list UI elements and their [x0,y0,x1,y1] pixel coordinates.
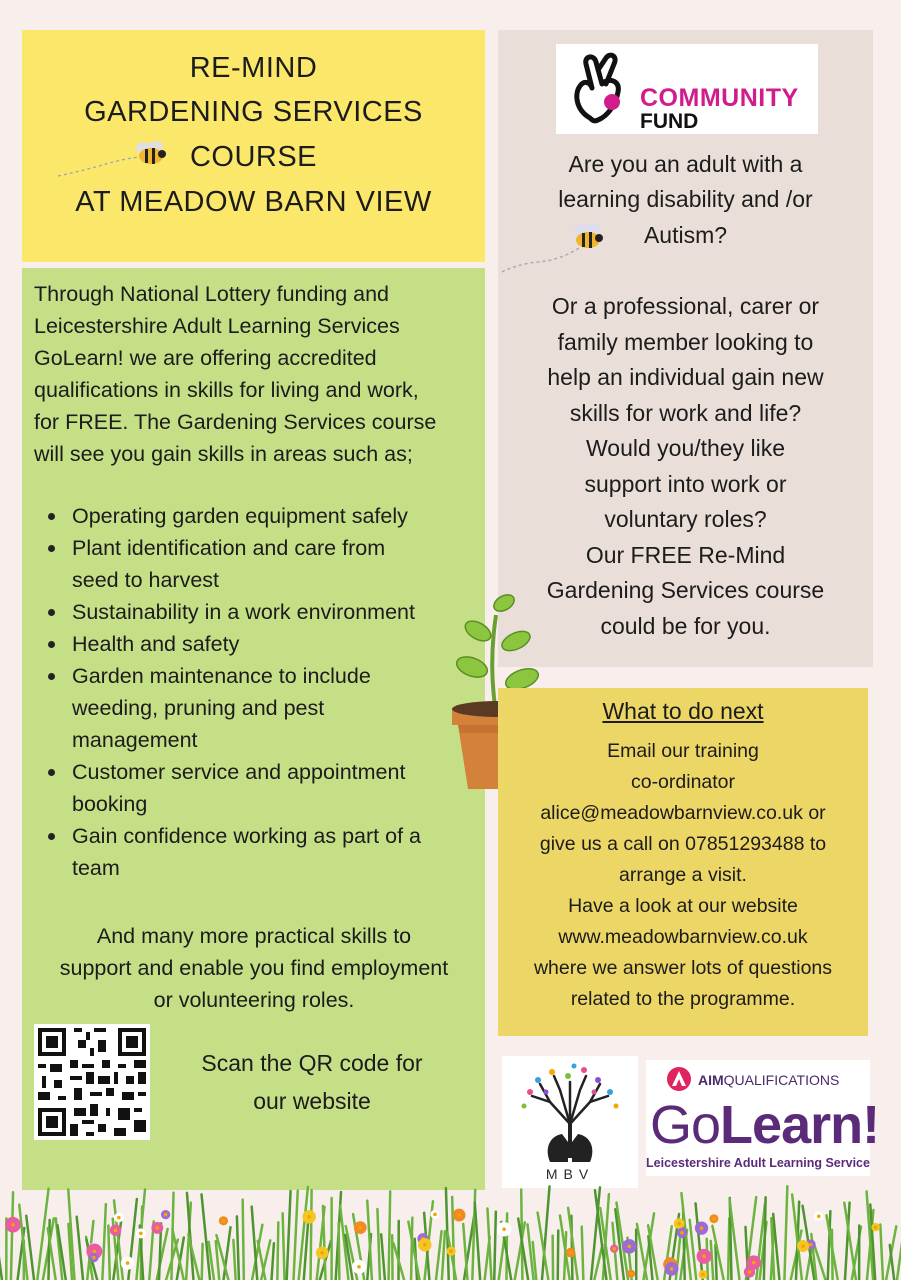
intro-line: Leicestershire Adult Learning Services [34,314,400,338]
grass-blade [897,1195,901,1280]
question-line: skills for work and life? [569,400,802,426]
grass-blade [311,1190,312,1280]
grass-blade [243,1200,244,1280]
flower-center [433,1213,437,1217]
qr-line: Scan the QR code for [201,1050,423,1076]
flower-center [700,1226,704,1230]
meadow-flowers-decoration [0,1170,901,1280]
question-line: help an individual gain new [547,364,824,390]
email-link[interactable]: alice@meadowbarnview.co.uk or [540,802,826,824]
flower-center [457,1213,461,1217]
flower-center [307,1215,311,1219]
outro-text [28,920,480,1016]
flower-center [702,1255,706,1259]
title-panel [22,30,485,262]
community-fund-line-2: FUND [640,110,699,133]
flower-center [126,1261,130,1265]
grass-blade [339,1223,340,1280]
flower-center [569,1251,573,1255]
flower-center [874,1225,878,1229]
flower-center [629,1272,633,1276]
flower-center [677,1222,681,1226]
grass-blade [277,1222,278,1280]
grass-blade [293,1191,297,1280]
skill-item [34,820,484,884]
aim-logo-icon [666,1066,692,1092]
question-line: family member looking to [557,329,814,355]
grass-blade [377,1209,380,1280]
next-step-line: co-ordinator [630,771,736,793]
flower-center [114,1228,118,1232]
grass-blade [764,1197,766,1280]
next-step-line: related to the programme. [570,988,796,1010]
flower-center [164,1213,168,1217]
bee-icon [56,134,166,182]
grass-blade [102,1204,106,1280]
flower-center [701,1273,705,1277]
grass-blade [202,1244,203,1280]
skill-item [34,596,484,628]
skill-line: management [72,728,198,752]
grass-blade [696,1203,703,1280]
question-line: Are you an adult with a [568,151,803,177]
flower-center [449,1249,453,1253]
grass-blade [11,1192,13,1280]
golearn-go: Go [650,1095,721,1155]
flower-center [748,1270,752,1274]
question-line: Would you/they like [585,435,785,461]
question-line: Gardening Services course [546,577,825,603]
intro-line: for FREE. The Gardening Services course [34,410,437,434]
skills-list [34,500,484,884]
skill-line: Health and safety [72,632,240,656]
flower-center [92,1256,96,1260]
grass-blade [784,1186,787,1280]
next-steps-body [498,736,868,1015]
flower-center [670,1267,674,1271]
skill-line: Sustainability in a work environment [72,600,415,624]
title-line-3: COURSE [189,141,318,173]
golearn-learn: Learn! [720,1095,880,1155]
grass-blade [582,1227,584,1280]
grass-blade [637,1224,647,1280]
mbv-logo [502,1056,638,1188]
skill-item [34,756,484,820]
question-line: Autism? [643,222,728,248]
flower-center [117,1216,121,1220]
course-details-panel [22,268,485,1190]
question-line: support into work or [584,471,787,497]
crossed-fingers-icon [568,50,634,128]
next-step-line: Have a look at our website [568,895,798,917]
intro-line: qualifications in skills for living and work, [34,378,419,402]
flower-center [680,1231,684,1235]
golearn-logo [646,1060,880,1176]
skill-line: seed to harvest [72,568,220,592]
question-line: Or a professional, carer or [551,293,820,319]
flower-center [502,1227,506,1231]
skill-line: booking [72,792,148,816]
title-line-2: GARDENING SERVICES [84,96,423,128]
skill-line: weeding, pruning and pest [72,696,325,720]
grass-blade [287,1191,291,1280]
next-steps-heading: What to do next [602,698,764,724]
flower-center [11,1223,15,1227]
skill-line: team [72,856,120,880]
question-line: learning disability and /or [558,186,813,212]
qr-line: our website [253,1088,371,1114]
golearn-wordmark [650,1094,879,1156]
intro-line: will see you gain skills in areas such as; [34,442,413,466]
bee-icon [498,216,608,276]
flower-center [612,1247,616,1251]
aim-qualifications-text [698,1072,839,1088]
flower-center [817,1214,821,1218]
grass-blade [436,1231,442,1280]
flower-center [222,1219,226,1223]
flower-center [320,1251,324,1255]
grass-blade [711,1241,713,1280]
question-line: could be for you. [600,613,771,639]
next-step-line: arrange a visit. [619,864,747,886]
golearn-subtitle: Leicestershire Adult Learning Service [646,1156,870,1170]
intro-line: GoLearn! we are offering accredited [34,346,377,370]
aim-rest: QUALIFICATIONS [723,1072,840,1088]
qr-instructions [172,1044,452,1120]
intro-line: Through National Lottery funding and [34,282,389,306]
next-step-line: Email our training [607,740,759,762]
tree-hands-icon [510,1062,630,1162]
grass-blade [77,1217,83,1280]
aim-bold: AIM [698,1072,724,1088]
flower-center [139,1232,143,1236]
community-fund-logo [556,44,818,134]
flower-center [156,1226,160,1230]
flower-center [627,1245,631,1249]
flower-center [801,1244,805,1248]
grass-blade [880,1225,883,1280]
mbv-label: MBV [545,1166,595,1182]
grass-blade [594,1245,602,1280]
grass-blade [37,1189,48,1280]
grass-blade [728,1218,729,1280]
skill-item [34,628,484,660]
question-line: voluntary roles? [604,506,767,532]
questions-panel [498,30,873,667]
skill-line: Plant identification and care from [72,536,386,560]
phone-link[interactable]: give us a call on 07851293488 to [539,833,827,855]
grass-blade [442,1231,445,1280]
skill-line: Operating garden equipment safely [72,504,408,528]
title-line-1: RE-MIND [189,52,318,84]
outro-line: And many more practical skills to [96,924,412,948]
flower-center [752,1261,756,1265]
outro-line: or volunteering roles. [153,988,355,1012]
qr-code[interactable] [34,1024,150,1140]
grass-blade [494,1212,496,1280]
grass-blade [411,1218,412,1280]
question-line: Our FREE Re-Mind [585,542,786,568]
grass-blade [712,1226,723,1280]
next-steps-panel [498,688,868,1036]
grass-blade [233,1240,235,1280]
skill-item [34,500,484,532]
grass-blade [108,1226,109,1280]
grass-blade [0,1211,2,1280]
grass-blade [558,1230,559,1280]
flower-center [423,1243,427,1247]
skill-item [34,660,484,756]
title-line-4: AT MEADOW BARN VIEW [75,186,432,218]
skill-line: Gain confidence working as part of a [72,824,421,848]
grass-blade [389,1191,391,1280]
grass-blade [237,1216,239,1280]
flower-center [358,1226,362,1230]
skill-item [34,532,484,596]
flower-center [93,1250,97,1254]
next-step-line: where we answer lots of questions [533,957,833,979]
grass-blade [272,1243,274,1280]
skill-line: Garden maintenance to include [72,664,371,688]
grass-blade [283,1213,285,1280]
website-link[interactable]: www.meadowbarnview.co.uk [558,926,808,948]
skill-line: Customer service and appointment [72,760,406,784]
community-fund-line-1: COMMUNITY [640,84,799,112]
grass-blade [475,1203,480,1280]
flower-center [809,1243,813,1247]
grass-blade [381,1234,385,1280]
flower-center [712,1217,716,1221]
intro-text [34,278,484,470]
flower-center [357,1265,361,1269]
outro-line: support and enable you find employment [59,956,449,980]
